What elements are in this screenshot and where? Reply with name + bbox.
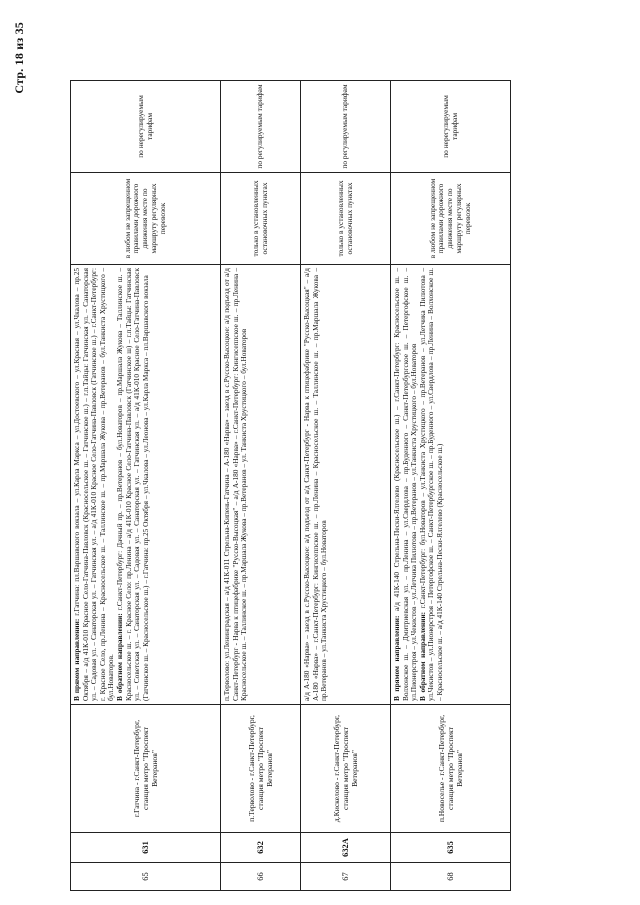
route-code: 632А bbox=[301, 833, 391, 863]
table-row bbox=[221, 81, 301, 891]
route-code: 632 bbox=[221, 833, 301, 863]
routes-table bbox=[70, 80, 511, 891]
forward-direction-label: В прямом направлении: bbox=[72, 618, 81, 701]
forward-direction-text: а/д 41К-140 Стрельна-Пески-Ялгелево (Красносельское ш.) – г.Санкт-Петербург: Красносельское ш. – Волхонское ш. – Дмитриевская ул. – пр.Ленина – ул.Свердлова – пр.Буденного – Санкт-Петербургское ш. – Петергофское ш. – ул.Пионерстроя – ул.Чекистов – ул.Летчика Пилютова – пр.Ветеранов – ул.Танкиста Хрустицкого – бул.Новаторов bbox=[392, 267, 419, 701]
route-path-text: а/д А-180 «Нарва» – заезд в с.Русско-Высоцкое: а/д подъезд от а/д Санкт-Петербург - Нарва к птицефабрике "Русско-Высоцкая" – а/д А-180 «Нарва» – г.Санкт-Петербург: Кингисеппское ш. – пр.Ленина – Красносельское ш. – Таллинское ш. – пр.Маршала Жукова – пр.Ветеранов – ул.Танкиста Хрустицкого – бул.Новаторов bbox=[302, 268, 329, 701]
route-name: г.Гатчина - г.Санкт-Петербург, станция метро "Проспект Ветеранов" bbox=[71, 705, 221, 833]
route-path bbox=[71, 265, 221, 705]
table-row bbox=[391, 81, 511, 891]
row-number: 68 bbox=[391, 863, 511, 891]
route-path bbox=[391, 265, 511, 705]
route-path bbox=[301, 265, 391, 705]
backward-direction-label: В обратном направлении: bbox=[115, 613, 125, 701]
tariff-type: по регулируемым тарифам bbox=[301, 81, 391, 173]
row-number: 65 bbox=[71, 863, 221, 891]
table-row bbox=[71, 81, 221, 891]
page-number: Стр. 18 из 35 bbox=[12, 22, 26, 94]
backward-direction-label: В обратном направлении: bbox=[417, 611, 427, 701]
stop-rule: в любом не запрещенном правилами дорожного движения месте по маршруту регулярных перевозок bbox=[71, 173, 221, 265]
stop-rule: только в установленных остановочных пунктах bbox=[221, 173, 301, 265]
route-code: 635 bbox=[391, 833, 511, 863]
backward-direction-text: г.Санкт-Петербург: бул.Новаторов – ул.Танкиста Хрустицкого – пр.Ветеранов – ул.Летчика Пилютова – ул.Чекистов – ул.Пионерстроя – Петергофское ш. – Санкт-Петербургское ш. – пр.Буденного – ул.Свердлова – пр.Ленина – Волхонское ш. – Красносельское ш. – а/д 41К-140 Стрельна-Пески-Ялгелево (Красносельское ш.) bbox=[417, 268, 445, 701]
forward-direction-text: г.Гатчина: пл.Варшавского вокзала – ул.Карла Маркса – ул.Достоевского – ул.Красная – ул.Чкалова – пр.25 Октября – а/д 41К-010 Красное Село-Гатчина-Павловск (Красносельское ш. – Гатчинское ш.) – г.п.Тайцы: Гатчинская ул. – Санаторская ул. – Садовая ул. – Санаторская ул. – Гатчинская ул. – а/д 41К-010 Красное Село-Гатчина-Павловск (Гатчинское ш.) – г.Санкт-Петербург: г. Красное Село, пр.Ленина – Красносельское ш. – Таллинское ш. – пр.Маршала Жукова – пр.Ветеранов – бул.Танкиста Хрустицкого – бул.Новаторов. bbox=[72, 267, 116, 701]
tariff-type: по нерегулируемым тарифам bbox=[391, 81, 511, 173]
row-number: 66 bbox=[221, 863, 301, 891]
tariff-type: по нерегулируемым тарифам bbox=[71, 81, 221, 173]
route-name: д.Кискелово - г.Санкт-Петербург, станция метро "Проспект Ветеранов" bbox=[301, 705, 391, 833]
forward-direction-label: В прямом направлении: bbox=[392, 615, 401, 701]
route-path-text: п.Терволово: ул.Ленинградская – а/д 41К-011 Стрельна-Кипень-Гатчина – А-180 «Нарва» – заезд в с.Русско-Высоцкое: а/д подъезд от а/д Санкт-Петербург - Нарва к птицефабрике "Русско-Высоцкая" – а/д А-180 «Нарва» – г.Санкт-Петербург: Кингисеппское ш. – пр.Ленина – Красносельское ш. – Таллинское ш. – пр.Маршала Жукова – пр.Ветеранов – ул. Танкиста Хрустицкого – бул.Новаторов bbox=[222, 268, 249, 701]
stop-rule: в любом не запрещенном правилами дорожного движения месте по маршруту регулярных перевозок bbox=[391, 173, 511, 265]
tariff-type: по регулируемым тарифам bbox=[221, 81, 301, 173]
stop-rule: только в установленных остановочных пунктах bbox=[301, 173, 391, 265]
route-name: п.Новоселье - г.Санкт-Петербург, станция метро "Проспект Ветеранов" bbox=[391, 705, 511, 833]
table-row bbox=[301, 81, 391, 891]
route-name: п.Терволово - г.Санкт-Петербург, станция метро "Проспект Ветеранов" bbox=[221, 705, 301, 833]
backward-direction-text: г.Санкт-Петербург: Дачный пр. – пр.Ветеранов – бул.Новаторов – пр.Маршала Жукова – Таллинское ш. – Красносельское ш. – г. Красное Село: пр.Ленина – а/д 41К-010 Красное Село-Гатчина-Павловск (Гатчинское ш) – г.п.Тайцы: Гатчинская ул. – Советская ул. – Санаторская ул. – Садовая ул. – Санаторская ул. – Гатчинская ул. – а/д 41К-010 Красное Село-Гатчина-Павловск (Гатчинское ш. – Красносельское ш.) – г.Гатчина: пр.25 Октября – ул.Чкалова – ул.Леонова – ул.Карла Маркса – пл.Варшавского вокзала bbox=[115, 268, 150, 701]
route-path bbox=[221, 265, 301, 705]
row-number: 67 bbox=[301, 863, 391, 891]
route-code: 631 bbox=[71, 833, 221, 863]
